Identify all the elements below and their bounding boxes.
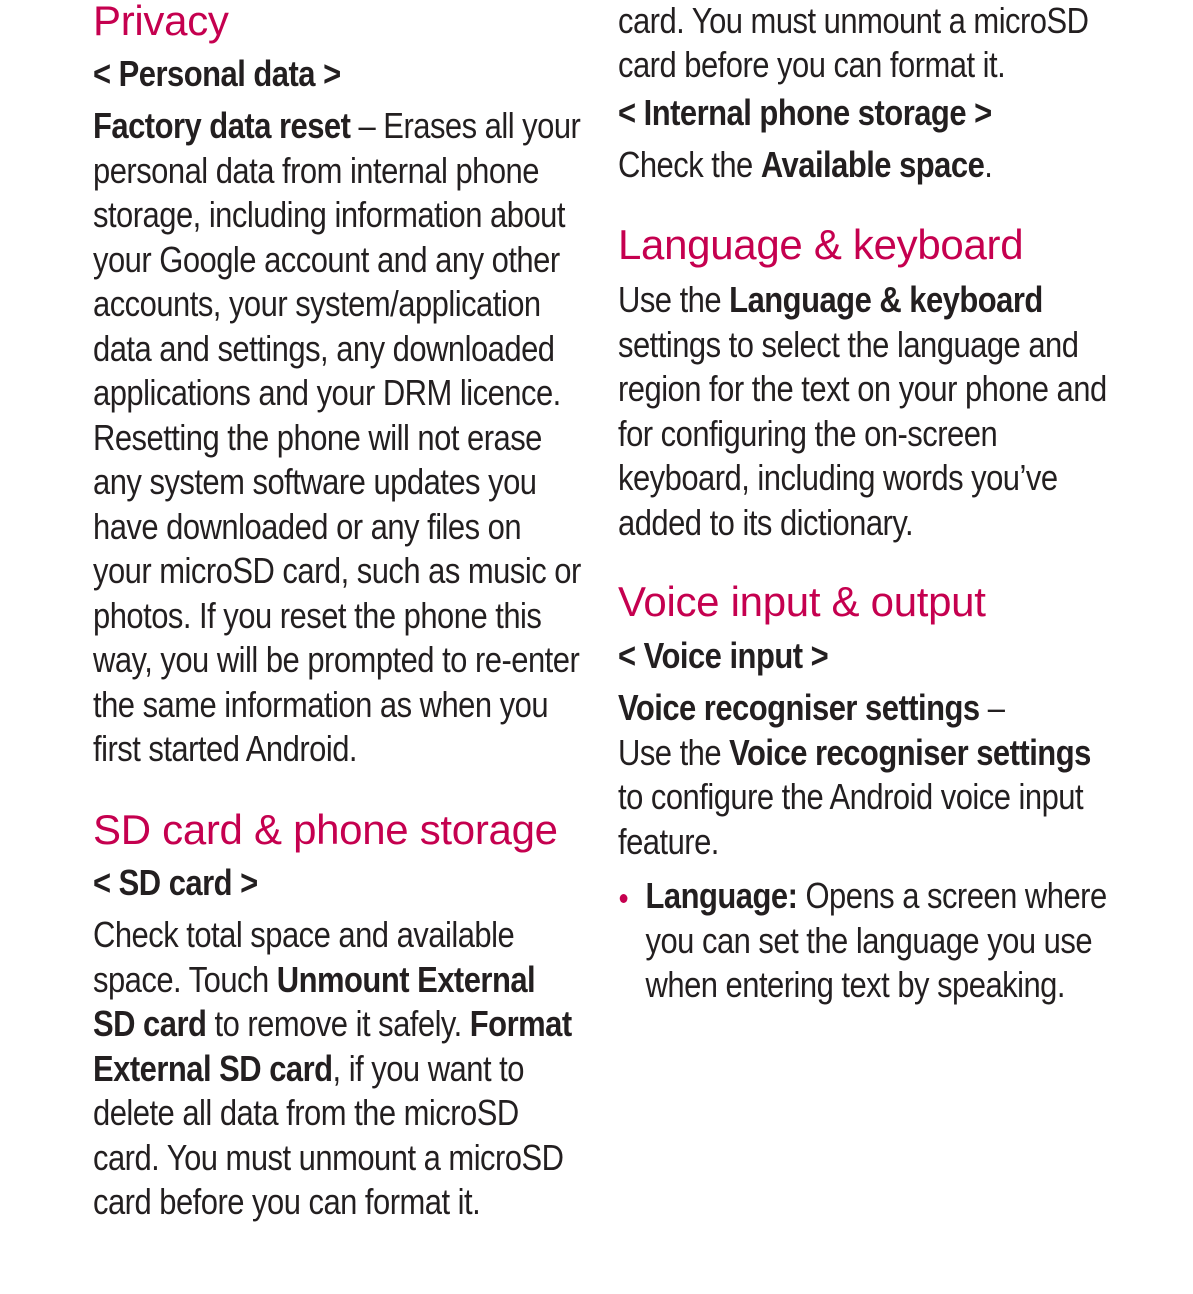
voice-recogniser-term: Voice recogniser settings (618, 687, 980, 728)
unmount-term: Unmount External SD card (93, 958, 536, 1044)
sd-card-paragraph-part2 (618, 0, 1108, 88)
personal-data-subheading: < Personal data > (93, 53, 341, 94)
language-bullet-term: Language: (645, 875, 798, 916)
format-term: Format External SD card (93, 1003, 572, 1089)
voice-heading: Voice input & output (618, 578, 986, 625)
voice-input-subheading: < Voice input > (618, 635, 829, 676)
voice-recogniser-paragraph: Voice recogniser settings – Use the Voice recogniser settings to configure the Android voice input feature. (618, 687, 1091, 862)
sd-card-subheading: < SD card > (93, 862, 258, 903)
sd-card-heading: SD card & phone storage (93, 806, 558, 853)
sd-card-paragraph-continued: card. You must unmount a microSD card before you can format it. (618, 0, 1089, 85)
internal-storage-subheading: < Internal phone storage > (618, 92, 992, 133)
available-space-paragraph: Check the Available space. (618, 144, 993, 185)
factory-reset-text: – Erases all your personal data from internal phone storage, including information about your Google account and any other accounts, your system/application data and settings, any downloaded applications and your DRM licence. Resetting the phone will not erase any system software updates you have downloaded or any files on your microSD card, such as music or photos. If you reset the phone this way, you will be prompted to re-enter the same information as when you first started Android. (93, 105, 581, 769)
sd-card-paragraph-part1 (93, 913, 583, 1222)
language-keyboard-paragraph: Use the Language & keyboard settings to select the language and region for the text on your phone and for configuring the on-screen keyboard, including words you’ve added to its dictionary. (618, 279, 1107, 543)
available-space-term: Available space (760, 144, 985, 185)
factory-reset-paragraph (93, 104, 583, 772)
language-keyboard-term: Language & keyboard (729, 279, 1043, 320)
language-bullet: Language: Opens a screen where you can set the language you use when entering text by speaking. (618, 874, 1136, 1008)
factory-reset-term: Factory data reset (93, 105, 351, 146)
voice-recogniser-term-2: Voice recogniser settings (729, 731, 1091, 773)
language-keyboard-heading: Language & keyboard (618, 221, 1024, 268)
sd-card-paragraph: Check total space and available space. Touch Unmount External SD card to remove it safely. Format External SD card, if you want to delete all data from the microSD card. You must unmount a microSD card before you can format it. (93, 914, 572, 1222)
privacy-heading: Privacy (93, 0, 229, 44)
